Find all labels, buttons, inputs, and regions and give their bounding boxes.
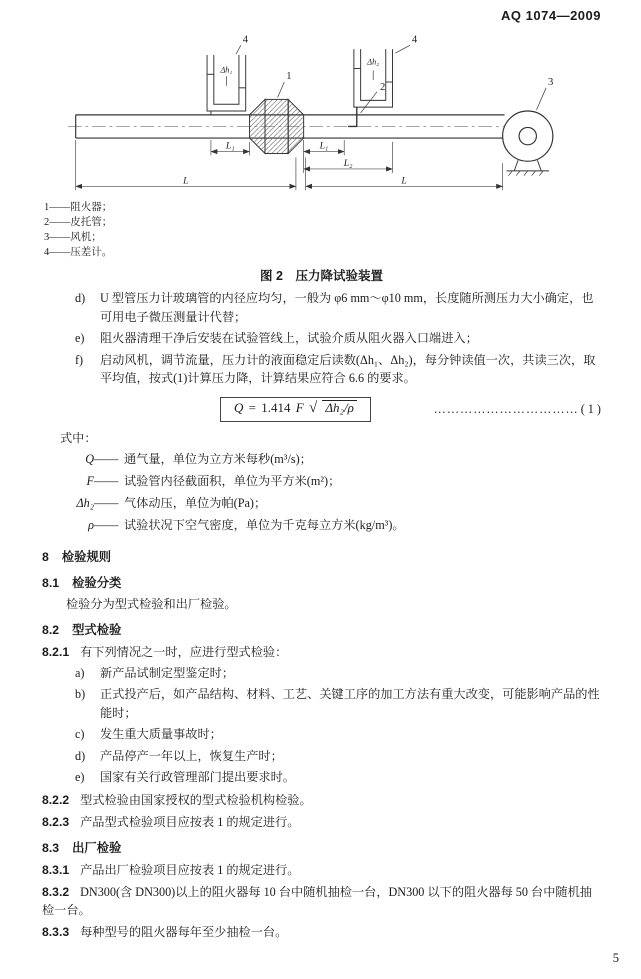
section-title: 型式检验 bbox=[72, 622, 122, 637]
clause-text: DN300(含 DN300)以上的阻火器每 10 台中随机抽检一台，DN300 以下的阻火器每 50 台中随机抽检一台。 bbox=[42, 884, 592, 917]
equation-1 bbox=[42, 396, 601, 423]
part-4b-leader-line bbox=[395, 45, 409, 53]
section-title: 检验分类 bbox=[72, 575, 122, 590]
where-intro: 式中： bbox=[60, 430, 97, 445]
list-text: 发生重大质量事故时； bbox=[100, 727, 222, 741]
list-marker: d) bbox=[75, 291, 86, 305]
list-marker: e) bbox=[75, 331, 85, 345]
manometer-1 bbox=[207, 55, 246, 115]
symbol-definition-f bbox=[42, 470, 601, 492]
symbol-dash: —— bbox=[94, 517, 119, 532]
legend-item-3: 3——风机； bbox=[44, 232, 102, 243]
list-marker: d) bbox=[75, 748, 86, 763]
delta-h2-label: Δh₂ bbox=[366, 57, 379, 67]
symbol-dash: —— bbox=[94, 473, 119, 488]
symbol: ρ bbox=[88, 517, 94, 532]
part-label-2: 2 bbox=[379, 81, 385, 93]
figure-legend bbox=[44, 200, 601, 260]
part-1-leader-line bbox=[277, 82, 284, 97]
radicand: Δh₂/ρ bbox=[322, 400, 357, 415]
equation-lhs: Q bbox=[234, 399, 244, 415]
list-text: 新产品试制定型鉴定时； bbox=[100, 665, 235, 680]
equation-coefficient: 1.414 bbox=[261, 399, 291, 415]
section-8-1-body: 检验分为型式检验和出厂检验。 bbox=[66, 596, 237, 611]
list-text: U 型管压力计玻璃管的内径应均匀，一般为 φ6 mm～φ10 mm，长度随所测压力大小确定，也可用电子微压测量计代替； bbox=[100, 291, 594, 324]
dim-label-l1b: L₁ bbox=[319, 140, 328, 152]
symbol-definition-dh2 bbox=[42, 492, 601, 514]
list-marker: c) bbox=[75, 727, 85, 741]
symbol: F bbox=[86, 473, 94, 488]
dim-label-l1a: L₁ bbox=[225, 140, 235, 152]
figure-caption: 图 2 压力降试验装置 bbox=[260, 269, 383, 283]
dim-label-lb: L bbox=[400, 175, 407, 187]
clause-number: 8.2.1 bbox=[42, 644, 70, 659]
clause-text: 产品型式检验项目应按表 1 的规定进行。 bbox=[80, 814, 300, 829]
part-label-3: 3 bbox=[547, 76, 553, 88]
symbol-text: 试验管内径截面积，单位为平方米(m²)； bbox=[124, 473, 341, 488]
equation-number: ( 1 ) bbox=[580, 401, 601, 416]
clause-number: 8.2.2 bbox=[42, 792, 70, 807]
clause-number: 8.3.1 bbox=[42, 862, 70, 877]
symbol-text: 气体动压，单位为帕(Pa)； bbox=[124, 495, 267, 510]
figure-2-pressure-drop-test-diagram bbox=[66, 26, 578, 196]
part-label-1: 1 bbox=[285, 71, 292, 83]
list-text: 阻火器清理干净后安装在试验管线上，试验介质从阻火器入口端进入； bbox=[100, 331, 478, 345]
list-text: 正式投产后，如产品结构、材料、工艺、关键工序的加工方法有重大改变，可能影响产品的性能时； bbox=[100, 687, 600, 720]
clause-8-3-2 bbox=[42, 883, 601, 919]
equation-equals: = bbox=[248, 399, 256, 415]
symbol: Δh₂ bbox=[76, 495, 94, 510]
section-8-heading bbox=[42, 548, 601, 566]
clause-number: 8.3.3 bbox=[42, 924, 70, 939]
equation-factor: F bbox=[295, 399, 304, 415]
clause-text: 有下列情况之一时，应进行型式检验： bbox=[80, 644, 288, 659]
list-marker: f) bbox=[75, 352, 84, 367]
list-text: 国家有关行政管理部门提出要求时。 bbox=[100, 770, 295, 784]
list-item-d bbox=[75, 289, 601, 326]
symbol-definitions bbox=[42, 448, 601, 536]
list-text: 产品停产一年以上，恢复生产时； bbox=[100, 748, 283, 763]
flame-arrester-symbol bbox=[249, 99, 303, 153]
clause-number: 8.2.3 bbox=[42, 814, 70, 829]
list-item-f bbox=[75, 351, 601, 388]
list-marker: e) bbox=[75, 770, 85, 784]
part-label-4b: 4 bbox=[411, 34, 417, 46]
list-item-c bbox=[75, 725, 601, 744]
list-marker: b) bbox=[75, 687, 86, 701]
list-text: 启动风机，调节流量，压力计的液面稳定后读数(Δh₁、Δh₂)，每分钟读值一次，共读三次，取平均值，按式(1)计算压力降，计算结果应符合 6.6 的要求。 bbox=[100, 352, 596, 385]
dim-label-l2: L₂ bbox=[343, 158, 352, 170]
fan-symbol bbox=[502, 111, 552, 176]
legend-item-2: 2——皮托管； bbox=[44, 217, 113, 228]
delta-h1-label: Δh₁ bbox=[219, 65, 232, 75]
section-8-3-heading bbox=[42, 839, 601, 857]
symbol-dash: —— bbox=[94, 451, 119, 466]
section-title: 出厂检验 bbox=[72, 840, 122, 855]
symbol: Q bbox=[85, 451, 94, 466]
clause-8-2-1 bbox=[42, 643, 601, 661]
part-4a-leader-line bbox=[236, 45, 241, 54]
dim-label-la: L bbox=[182, 175, 188, 187]
clause-8-2-2 bbox=[42, 791, 601, 809]
clause-text: 型式检验由国家授权的型式检验机构检验。 bbox=[80, 792, 312, 807]
symbol-dash: —— bbox=[94, 495, 119, 510]
section-number: 8.2 bbox=[42, 622, 60, 637]
section-8-1-heading bbox=[42, 574, 601, 592]
list-item-e bbox=[75, 329, 601, 348]
pitot-tube bbox=[348, 107, 357, 126]
list-item-e2 bbox=[75, 768, 601, 787]
section-title: 检验规则 bbox=[61, 549, 112, 564]
section-number: 8.3 bbox=[42, 840, 60, 855]
standard-number: AQ 1074—2009 bbox=[501, 8, 601, 23]
clause-number: 8.3.2 bbox=[42, 884, 70, 899]
procedure-list bbox=[42, 289, 601, 388]
list-item-d2 bbox=[75, 747, 601, 766]
section-number: 8 bbox=[42, 549, 49, 564]
clause-text: 产品出厂检验项目应按表 1 的规定进行。 bbox=[80, 862, 300, 877]
part-3-leader-line bbox=[536, 88, 546, 110]
clause-8-2-3 bbox=[42, 813, 601, 831]
part-2-leader-line bbox=[360, 92, 376, 113]
section-number: 8.1 bbox=[42, 575, 60, 590]
list-item-b bbox=[75, 685, 601, 722]
symbol-text: 试验状况下空气密度，单位为千克每立方米(kg/m³)。 bbox=[124, 517, 405, 532]
equation-leader-dots: …………………………… bbox=[433, 401, 579, 416]
page-number: 5 bbox=[612, 951, 619, 965]
symbol-definition-q bbox=[42, 448, 601, 470]
section-8-2-heading bbox=[42, 621, 601, 639]
list-item-a bbox=[75, 664, 601, 683]
list-marker: a) bbox=[75, 665, 85, 680]
clause-text: 每种型号的阻火器每年至少抽检一台。 bbox=[80, 924, 288, 939]
legend-item-1: 1——阻火器； bbox=[44, 202, 113, 213]
radical-sign: √ bbox=[308, 399, 318, 416]
symbol-text: 通气量，单位为立方米每秒(m³/s)； bbox=[124, 451, 312, 466]
part-label-4a: 4 bbox=[242, 34, 248, 46]
clause-8-3-3 bbox=[42, 923, 601, 941]
equation-box bbox=[220, 397, 371, 422]
clause-8-3-1 bbox=[42, 861, 601, 879]
symbol-definition-rho bbox=[42, 514, 601, 536]
legend-item-4: 4——压差计。 bbox=[44, 247, 113, 258]
